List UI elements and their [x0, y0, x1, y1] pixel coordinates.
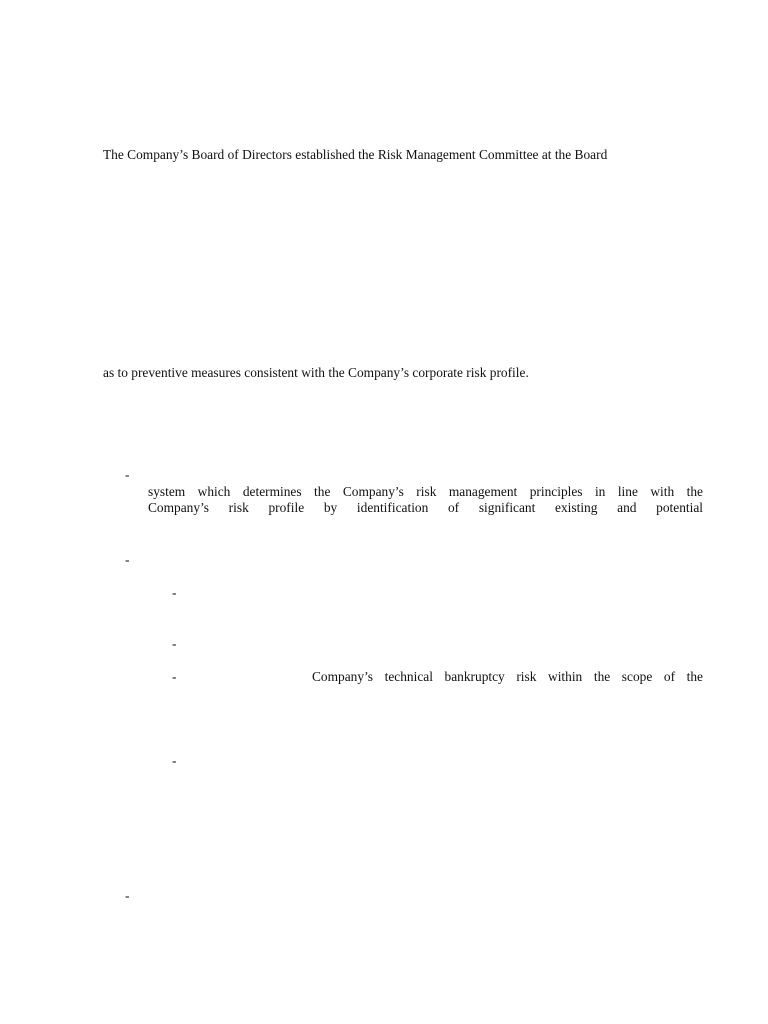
- sub-bullet-dash-4: -: [172, 753, 177, 768]
- sub-bullet-dash-1: -: [172, 585, 177, 600]
- bullet-1-line-1: system which determines the Company’s risk management principles in line with the: [148, 484, 703, 499]
- sub-bullet-3-text: Company’s technical bankruptcy risk within the scope of the: [312, 669, 703, 684]
- paragraph-board-risk-committee: The Company’s Board of Directors established the Risk Management Committee at the Board: [103, 147, 608, 162]
- bullet-1-text: [148, 484, 703, 516]
- sub-bullet-dash-2: -: [172, 636, 177, 651]
- bullet-dash-2: -: [125, 552, 130, 567]
- bullet-1-line-2: Company’s risk profile by identification of significant existing and potential: [148, 500, 703, 515]
- paragraph-preventive-measures: as to preventive measures consistent with the Company’s corporate risk profile.: [103, 365, 529, 380]
- sub-bullet-dash-3: -: [172, 669, 177, 684]
- bullet-dash-3: -: [125, 888, 130, 903]
- bullet-dash-1: -: [125, 467, 130, 482]
